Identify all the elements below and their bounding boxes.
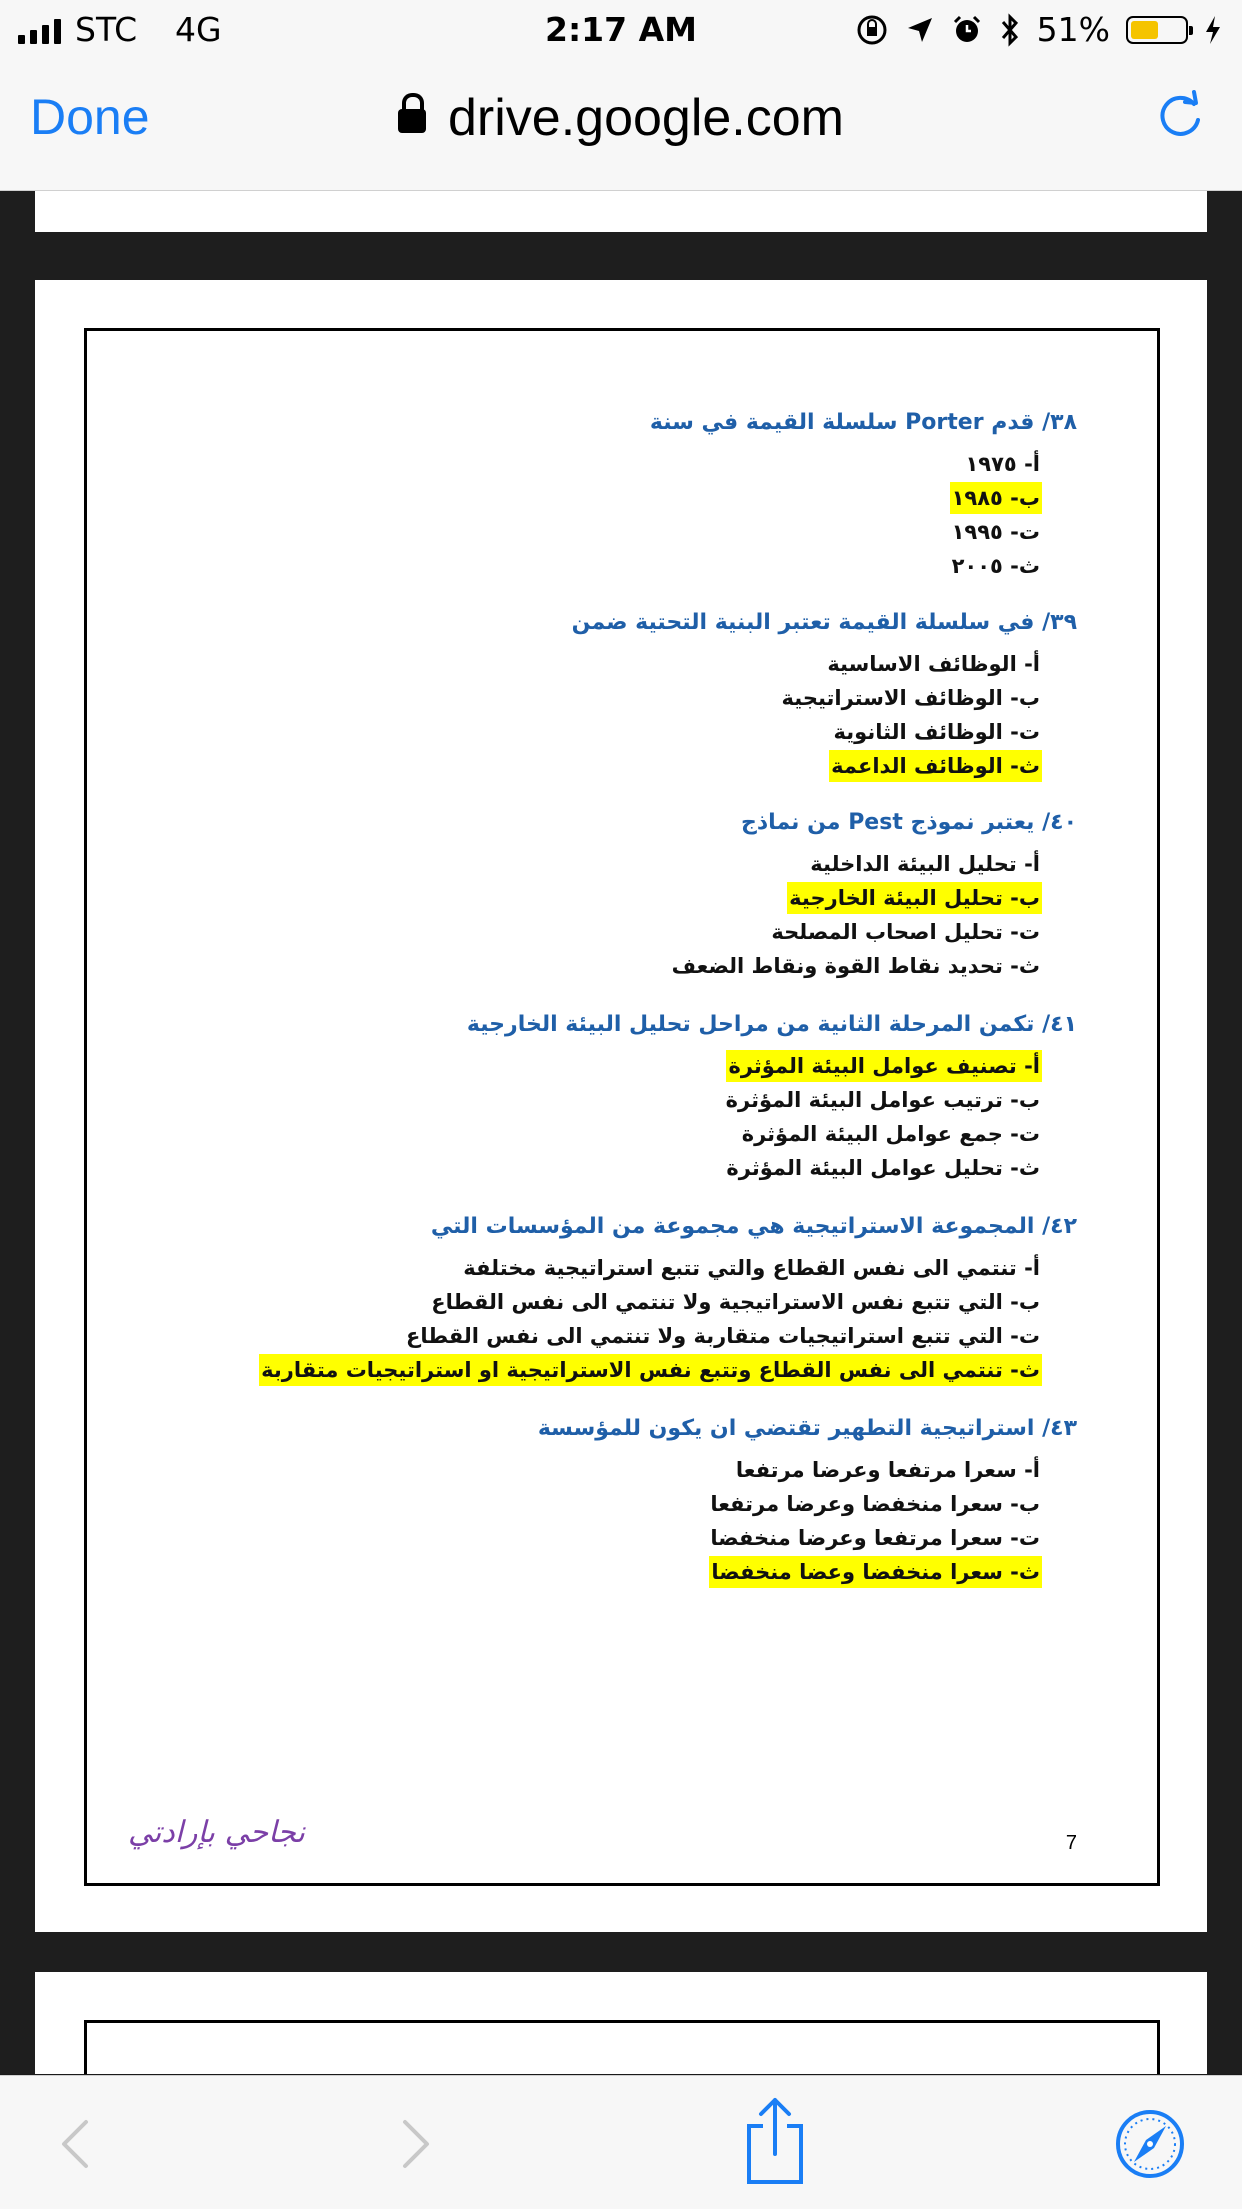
answer-option-highlighted: ث- سعرا منخفضا وعضا منخفضا — [709, 1556, 1042, 1588]
safari-compass-icon[interactable] — [1110, 2104, 1190, 2184]
carrier-name: STC — [75, 10, 138, 49]
answer-option: ب- الوظائف الاستراتيجية — [781, 686, 1040, 710]
answer-option: ت- التي تتبع استراتيجيات متقاربة ولا تنتمي الى نفس القطاع — [406, 1324, 1040, 1348]
reload-icon[interactable] — [1154, 90, 1206, 142]
orientation-lock-icon — [855, 13, 889, 47]
answer-option: ت- تحليل اصحاب المصلحة — [771, 920, 1040, 944]
page-border — [84, 2020, 1160, 2074]
bluetooth-icon — [999, 13, 1021, 47]
question-title: ٣٩/ في سلسلة القيمة تعتبر البنية التحتية ضمن — [571, 610, 1077, 635]
battery-percent: 51% — [1036, 10, 1110, 49]
browser-top-bar — [0, 0, 1242, 191]
back-icon[interactable] — [40, 2104, 120, 2184]
battery-icon — [1126, 16, 1188, 44]
answer-option: ت- جمع عوامل البيئة المؤثرة — [741, 1122, 1040, 1146]
document-page — [35, 280, 1207, 1932]
charging-icon — [1204, 14, 1222, 46]
answer-option: ت- ١٩٩٥ — [951, 520, 1040, 544]
answer-option-highlighted: أ- تصنيف عوامل البيئة المؤثرة — [726, 1050, 1042, 1082]
question-title: ٤٠/ يعتبر نموذج Pest من نماذج — [741, 810, 1077, 835]
status-time: 2:17 AM — [545, 10, 697, 49]
document-viewer[interactable] — [0, 191, 1242, 2074]
next-page — [35, 1972, 1207, 2074]
answer-option-highlighted: ب- ١٩٨٥ — [950, 482, 1042, 514]
answer-option: ث- ٢٠٠٥ — [951, 554, 1040, 578]
answer-option: أ- تحليل البيئة الداخلية — [810, 852, 1040, 876]
answer-option: ب- سعرا منخفضا وعرضا مرتفعا — [710, 1492, 1040, 1516]
answer-option: أ- سعرا مرتفعا وعرضا مرتفعا — [735, 1458, 1040, 1482]
page-number: 7 — [1065, 1832, 1077, 1854]
answer-option: أ- ١٩٧٥ — [965, 452, 1040, 476]
answer-option: ت- الوظائف الثانوية — [833, 720, 1040, 744]
alarm-icon — [951, 14, 983, 46]
browser-bottom-toolbar — [0, 2075, 1242, 2209]
share-icon[interactable] — [735, 2096, 815, 2186]
url-bar[interactable] — [0, 88, 1242, 148]
answer-option: ب- التي تتبع نفس الاستراتيجية ولا تنتمي الى نفس القطاع — [431, 1290, 1040, 1314]
question-title: ٤١/ تكمن المرحلة الثانية من مراحل تحليل البيئة الخارجية — [466, 1012, 1077, 1037]
answer-option: ت- سعرا مرتفعا وعرضا منخفضا — [710, 1526, 1040, 1550]
answer-option: ث- تحديد نقاط القوة ونقاط الضعف — [671, 954, 1040, 978]
status-bar — [0, 0, 1242, 60]
signature: نجاحي بإرادتي — [128, 1815, 305, 1850]
answer-option: أ- تنتمي الى نفس القطاع والتي تتبع استراتيجية مختلفة — [463, 1256, 1040, 1280]
answer-option: أ- الوظائف الاساسية — [827, 652, 1040, 676]
url-text: drive.google.com — [448, 89, 844, 147]
done-button[interactable]: Done — [30, 89, 150, 145]
answer-option: ب- ترتيب عوامل البيئة المؤثرة — [725, 1088, 1040, 1112]
location-icon — [905, 15, 935, 45]
lock-icon — [398, 109, 426, 133]
status-icons — [855, 10, 1222, 49]
answer-option-highlighted: ب- تحليل البيئة الخارجية — [787, 882, 1042, 914]
answer-option-highlighted: ث- تنتمي الى نفس القطاع وتتبع نفس الاستراتيجية او استراتيجيات متقاربة — [259, 1354, 1042, 1386]
question-title: ٤٣/ استراتيجية التطهير تقتضي ان يكون للمؤسسة — [537, 1416, 1077, 1441]
network-type: 4G — [175, 10, 222, 49]
previous-page — [35, 191, 1207, 232]
answer-option-highlighted: ث- الوظائف الداعمة — [829, 750, 1042, 782]
questions-list — [35, 280, 1207, 1932]
answer-option: ث- تحليل عوامل البيئة المؤثرة — [726, 1156, 1040, 1180]
forward-icon[interactable] — [375, 2104, 455, 2184]
question-title: ٤٢/ المجموعة الاستراتيجية هي مجموعة من المؤسسات التي — [430, 1214, 1077, 1239]
question-title: ٣٨/ قدم Porter سلسلة القيمة في سنة — [649, 410, 1077, 435]
